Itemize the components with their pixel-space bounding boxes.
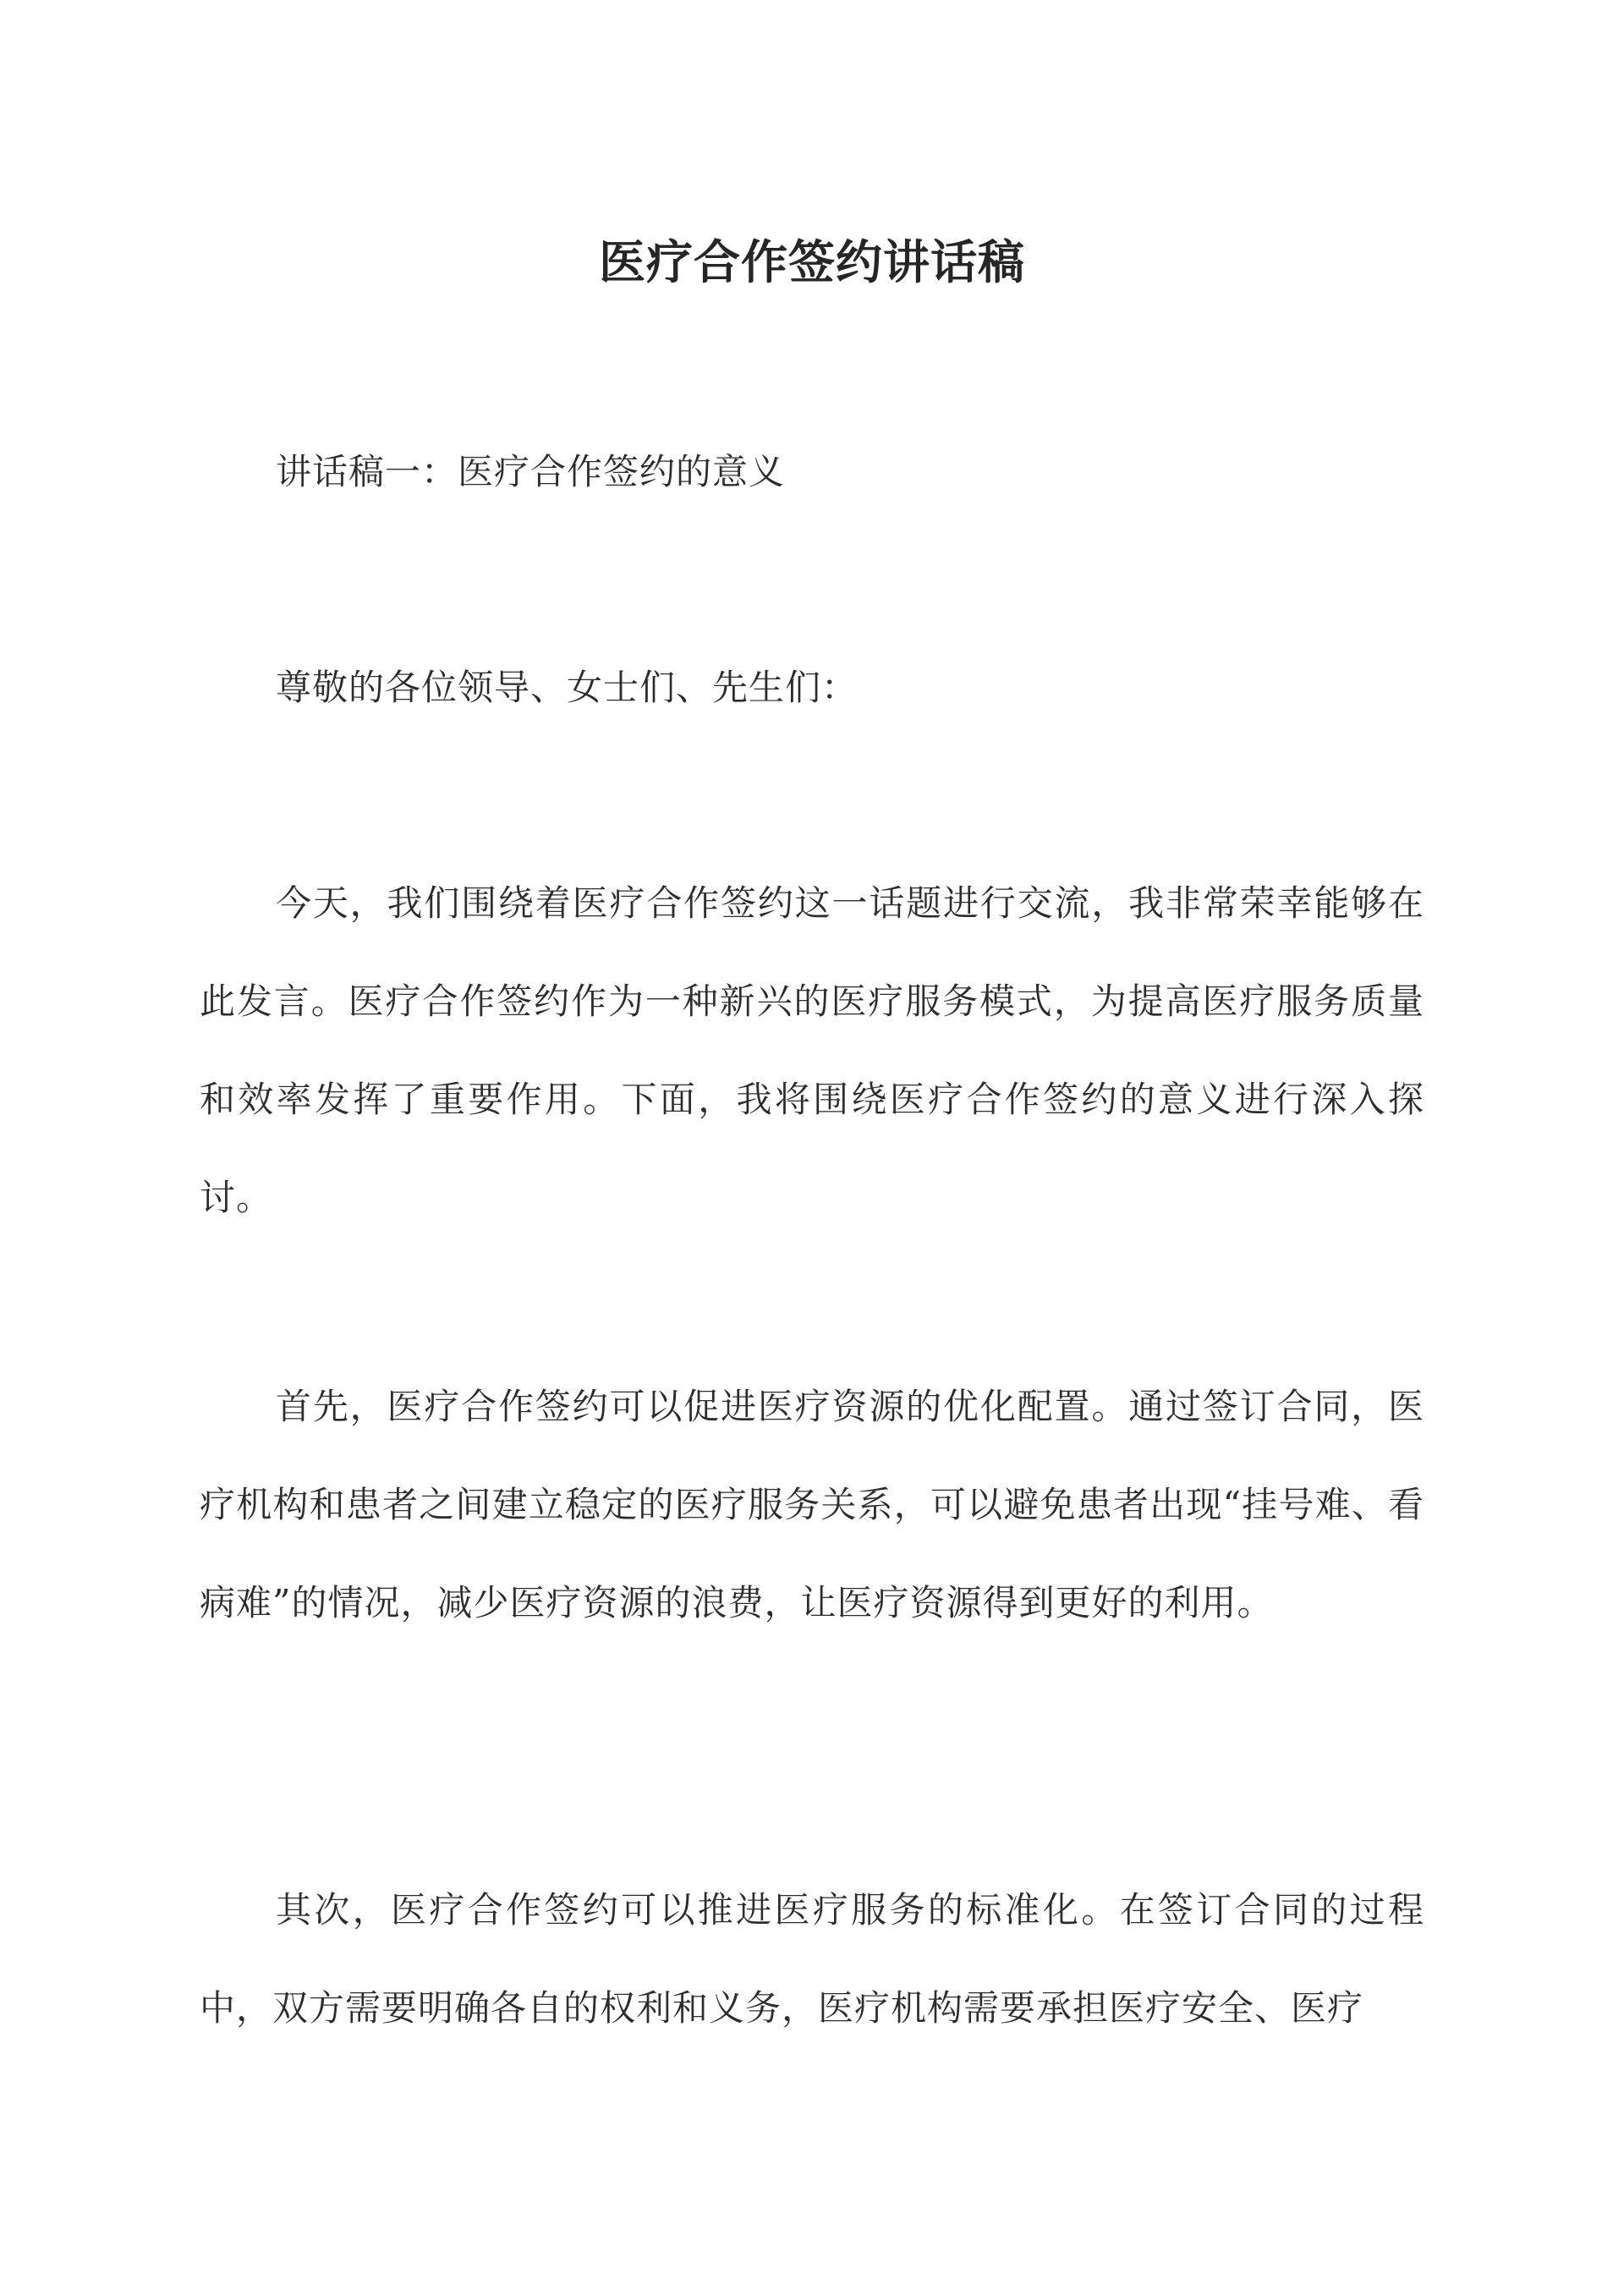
document-title: 医疗合作签约讲话稿	[598, 233, 1025, 289]
paragraph-1: 今天，我们围绕着医疗合作签约这一话题进行交流，我非常荣幸能够在此发言。医疗合作签约作为一种新兴的医疗服务模式，为提高医疗服务质量和效率发挥了重要作用。下面，我将围绕医疗合作签约的意义进行深入探讨。	[200, 882, 1424, 1218]
greeting: 尊敬的各位领导、女士们、先生们：	[276, 667, 859, 708]
paragraph-2: 首先，医疗合作签约可以促进医疗资源的优化配置。通过签订合同，医疗机构和患者之间建立稳定的医疗服务关系，可以避免患者出现“挂号难、看病难”的情况，减少医疗资源的浪费，让医疗资源得到更好的利用。	[200, 1386, 1424, 1623]
paragraph-3: 其次，医疗合作签约可以推进医疗服务的标准化。在签订合同的过程中，双方需要明确各自的权利和义务，医疗机构需要承担医疗安全、医疗	[200, 1889, 1424, 2029]
section-heading: 讲话稿一：医疗合作签约的意义	[276, 451, 786, 492]
